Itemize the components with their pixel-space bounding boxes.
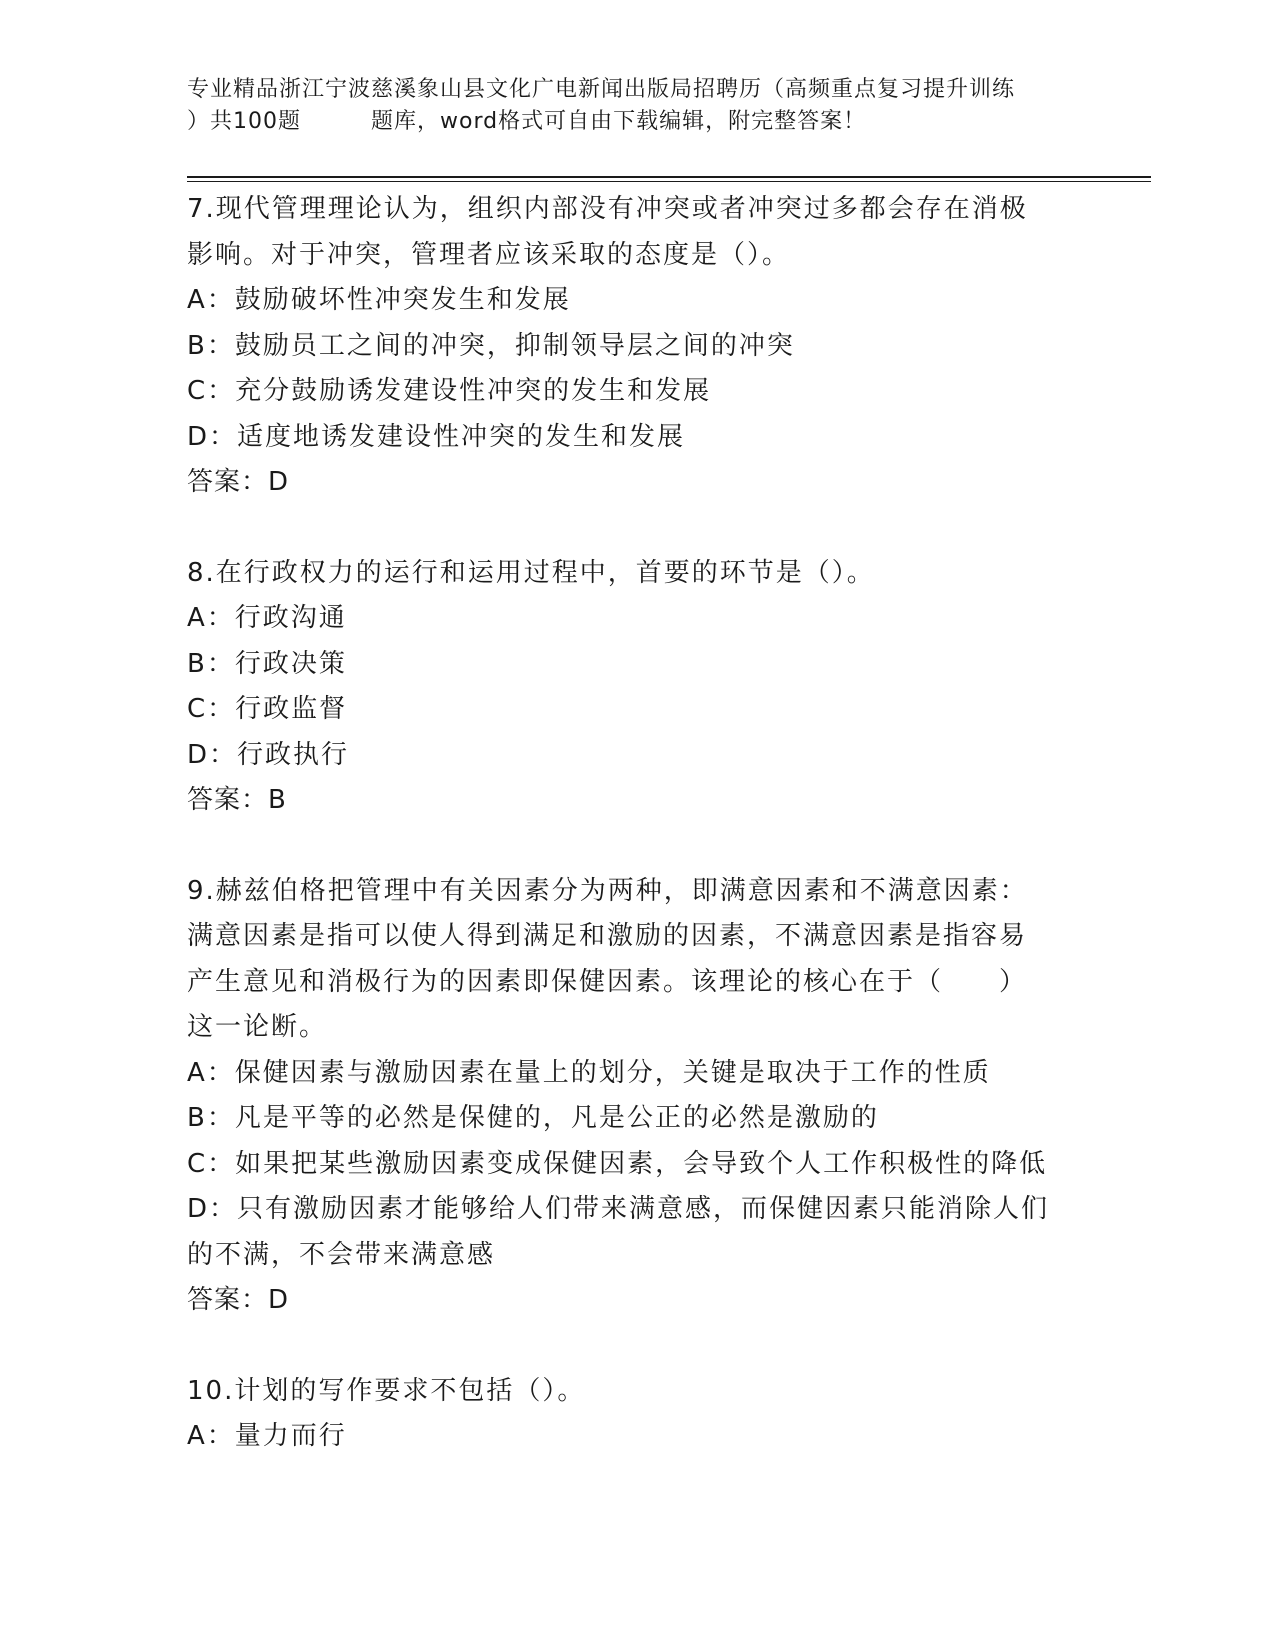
answer-key: 答案：D — [187, 1285, 290, 1315]
question-stem-line: 9.赫兹伯格把管理中有关因素分为两种，即满意因素和不满意因素： — [187, 875, 1028, 906]
question-stem-line: 满意因素是指可以使人得到满足和激励的因素，不满意因素是指容易 — [187, 921, 1028, 951]
header-divider-thick — [187, 176, 1151, 178]
answer-key: 答案：D — [187, 467, 290, 497]
answer-option-line: D：适度地诱发建设性冲突的发生和发展 — [187, 421, 686, 452]
header-line-2 — [187, 106, 1087, 138]
question-block — [187, 551, 1087, 824]
question-stem-line: 8.在行政权力的运行和运用过程中，首要的环节是（）。 — [187, 557, 875, 588]
answer-option-line: B：鼓励员工之间的冲突，抑制领导层之间的冲突 — [187, 330, 795, 361]
answer-option-line: 的不满，不会带来满意感 — [187, 1239, 496, 1270]
header-line-1: 专业精品浙江宁波慈溪象山县文化广电新闻出版局招聘历（高频重点复习提升训练 — [187, 77, 1016, 102]
answer-key: 答案：B — [187, 785, 287, 815]
question-stem-line: 7.现代管理理论认为，组织内部没有冲突或者冲突过多都会存在消极 — [187, 194, 1028, 224]
answer-option-line: C：行政监督 — [187, 694, 348, 724]
answer-option-line: B：行政决策 — [187, 648, 347, 679]
question-block — [187, 187, 1087, 506]
answer-option-line: D：行政执行 — [187, 739, 350, 770]
answer-option-line: B：凡是平等的必然是保健的，凡是公正的必然是激励的 — [187, 1103, 879, 1133]
answer-option-line: A：行政沟通 — [187, 603, 347, 633]
header-line-2a: ）共100题 — [187, 109, 301, 134]
answer-option-line: C：如果把某些激励因素变成保健因素，会导致个人工作积极性的降低 — [187, 1148, 1048, 1179]
answer-option-line: A：鼓励破坏性冲突发生和发展 — [187, 285, 571, 315]
header-line-2b: 题库，word格式可自由下载编辑，附完整答案！ — [371, 109, 867, 134]
answer-option-line: A：保健因素与激励因素在量上的划分，关键是取决于工作的性质 — [187, 1057, 991, 1088]
question-stem-line: 10.计划的写作要求不包括（）。 — [187, 1375, 586, 1406]
question-stem-line: 产生意见和消极行为的因素即保健因素。该理论的核心在于（ ） — [187, 966, 1028, 997]
question-stem-line: 这一论断。 — [187, 1012, 328, 1042]
question-block — [187, 869, 1087, 1324]
question-stem-line: 影响。对于冲突，管理者应该采取的态度是（）。 — [187, 239, 791, 270]
header-divider-thin — [187, 181, 1151, 182]
answer-option-line: C：充分鼓励诱发建设性冲突的发生和发展 — [187, 376, 712, 406]
question-block — [187, 1369, 1087, 1460]
answer-option-line: A：量力而行 — [187, 1421, 347, 1451]
question-list — [187, 187, 1087, 1505]
answer-option-line: D：只有激励因素才能够给人们带来满意感，而保健因素只能消除人们 — [187, 1194, 1050, 1224]
document-header — [187, 74, 1087, 138]
